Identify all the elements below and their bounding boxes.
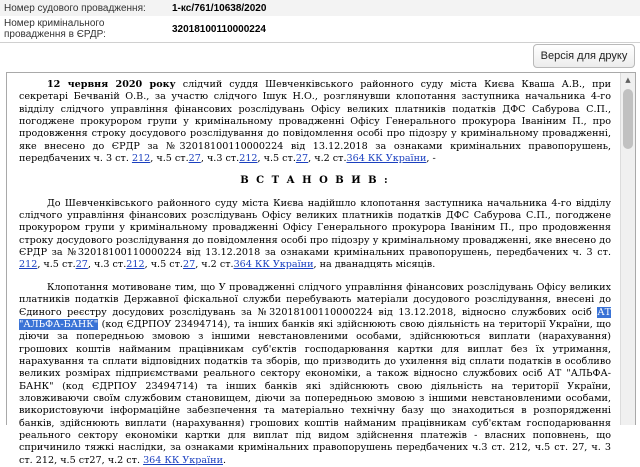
document-frame[interactable] xyxy=(6,72,636,466)
vertical-scrollbar[interactable] xyxy=(620,73,635,425)
criminal-code-link[interactable]: 364 КК України xyxy=(346,153,427,165)
criminal-case-number: 32018100110000224 xyxy=(168,16,640,43)
law-link[interactable]: 27 xyxy=(188,153,201,165)
scrollbar-thumb[interactable] xyxy=(623,89,633,149)
intro-paragraph: 12 червня 2020 року слідчий суддя Шевченківського районного суду міста Києва Кваша А.В., при секретарі Бечваній О.В., за участю слідчого Ішук Н.О., розглянувши клопотання заступника начальника 4-го відділу слідчого управління фінансових розслідувань Офісу великих платників податків ДФС Сабурова С.П., погоджене прокурором групи у кримінальному провадженні Офісу Генерального прокурора Іваніним П., про продовження строку досудового розслідування до повідомлення особі про підозру у кримінальному провадженні, яке внесено до ЄРДР за №32018100110000224 від 13.12.2018 за ознаками кримінальних правопорушень, передбачених ч. 3 ст. 212, ч.5 ст.27, ч.3 ст.212, ч.5 ст.27, ч.2 ст.364 КК України, - xyxy=(19,79,611,165)
law-link[interactable]: 27 xyxy=(75,259,88,271)
criminal-case-row xyxy=(0,16,640,43)
criminal-code-link[interactable]: 364 КК України xyxy=(233,259,314,271)
criminal-code-link[interactable]: 364 КК України xyxy=(143,454,223,466)
law-link[interactable]: 212 xyxy=(239,153,258,165)
scroll-up-arrow-icon[interactable]: ▲ xyxy=(625,76,631,84)
document-text xyxy=(7,73,619,467)
law-link[interactable]: 212 xyxy=(126,259,145,271)
document-content xyxy=(7,73,619,466)
law-link[interactable]: 212 xyxy=(131,153,151,165)
court-case-row xyxy=(0,0,640,16)
court-case-number: 1-кс/761/10638/2020 xyxy=(168,0,640,16)
petition-paragraph: До Шевченківського районного суду міста Києва надійшло клопотання заступника начальника 4-го відділу слідчого управління фінансових розслідувань Офісу великих платників податків ДФС Сабурова С.П., погоджене прокурором групи у кримінальному провадженні Офісу Генерального прокурора Іваніним П., про продовження строку досудового розслідування до повідомлення особі про підозру у кримінальному провадженні, яке внесено до ЄРДР за №32018100110000224 від 13.12.2018 за ознаками кримінальних правопорушень, передбачених ч. 3 ст. 212, ч.5 ст.27, ч.3 ст.212, ч.5 ст.27, ч.2 ст.364 КК України, на дванадцять місяців. xyxy=(19,197,611,271)
print-version-button[interactable]: Версія для друку xyxy=(533,44,635,68)
ruling-date: 12 червня 2020 року xyxy=(47,79,176,90)
law-link[interactable]: 27 xyxy=(182,259,196,271)
section-heading: В С Т А Н О В И В : xyxy=(240,175,390,187)
court-case-label: Номер судового провадження: xyxy=(0,0,168,16)
highlighted-text: АТ "АЛЬФА-БАНК" xyxy=(19,306,611,330)
motivation-paragraph: Клопотання мотивоване тим, що У провадженні слідчого управління фінансових розслідувань Офісу великих платників податків Державної фіскальної служби перебувають матеріали досудового розслідування, внесені до Єдиного реєстру досудових розслідувань за №32018100110000224 від 13.12.2018, відносно службових осіб АТ "АЛЬФА-БАНК" (код ЄДРПОУ 23494714), та інших банків які здійснюють свою діяльність на території України, що діючи за попередньою змовою з іншими невстановленими особами, здійснюються виплати (нарахування) грошових коштів найманим працівникам суб'єктів господарювання картки для виплат без їх утримання, нарахування та сплати відповідних податків та зборів, що призводить до ухилення від сплати податків в особливо великих розмірах підприємствами реального сектору економіки, а також відносно службових осіб АТ "АЛЬФА-БАНК" (код ЄДРПОУ 23494714) та інших банків які здійснюють свою діяльність на території України, зловживаючи своїм службовим становищем, діючи за попередньою змовою з іншими невстановленими особами, використовуючи інформаційне забезпечення та матеріально технічну базу що знаходиться в розпорядженні банків, здійснюють виплати (нарахування) грошових коштів найманим працівникам суб'єктам господарювання реального сектору економіки картки для виплат під видом здійснення платежів - власних поповнень, що спричинило тяжкі наслідки, за ознаками кримінальних правопорушень передбачених ч.3 ст. 212, ч.5 ст. 27, ч. 3 ст. 212, ч.5 ст27, ч.2 ст. 364 КК України. xyxy=(19,281,611,466)
case-info-table xyxy=(0,0,640,43)
law-link[interactable]: 27 xyxy=(295,153,309,165)
criminal-case-label: Номер кримінального провадження в ЄРДР: xyxy=(0,16,168,43)
law-link[interactable]: 212 xyxy=(19,259,38,271)
